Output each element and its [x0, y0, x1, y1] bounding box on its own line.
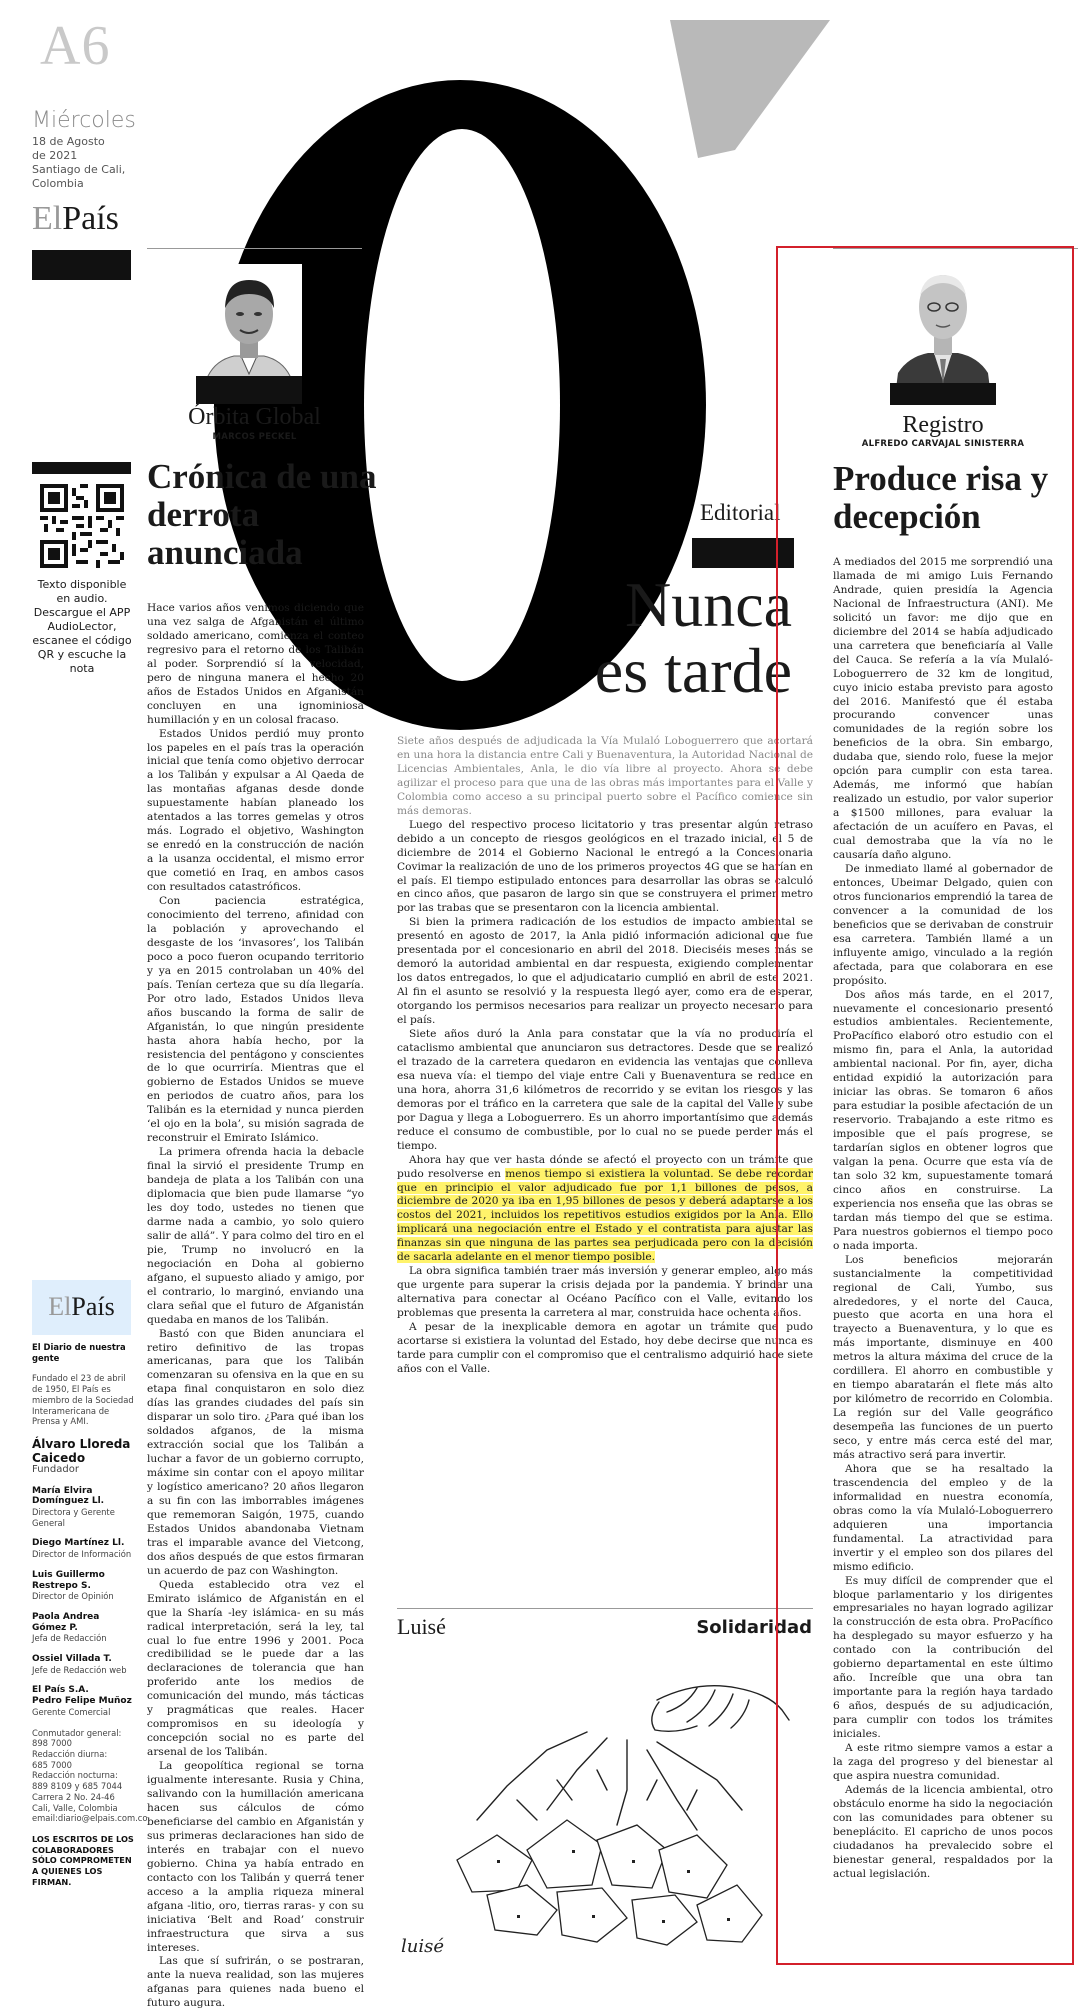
small-logo-el: El [48, 1292, 72, 1321]
contact-line: 898 7000 [32, 1738, 72, 1749]
logo-el: El [32, 200, 63, 237]
paragraph: Los beneficios mejorarán sustancialmente la competitividad regional de Cali, Yumbo, sus alrededores, y el norte del Cauca, puesto que acorta en una hora el trayecto a Buenaventura, y lo que es más importante, disminuye en 400 metros la altura máxima del cruce de la cordillera. El ahorro en combustible y en tiempo abaratarán el flete más alto por kilómetro de recorrido en Colombia. La región sur del Valle geográfico desempeña las funciones de un puerto seco, y entre más cerca esté del mar, más atractivo será para invertir. [833, 1253, 1053, 1461]
qr-bar [32, 462, 131, 474]
contact-line: Conmutador general: [32, 1727, 122, 1738]
staff-name: Paola Andrea Gómez P. [32, 1611, 100, 1633]
weekday: Miércoles [32, 108, 136, 133]
staff-name: Ossiel Villada T. [32, 1654, 112, 1665]
staff-role: Jefe de Redacción web [32, 1664, 127, 1675]
article-body [147, 602, 364, 2011]
paragraph-text: Ahora hay que ver hasta dónde se afectó el proyecto con un trámite que pudo resolverse en [397, 1153, 813, 1180]
staff-role: Directora y Gerente General [32, 1507, 115, 1528]
logo-pais: País [62, 200, 119, 237]
cartoon-rule [397, 1608, 813, 1609]
manager-name: Pedro Felipe Muñoz [32, 1696, 132, 1707]
author-photo [196, 264, 302, 404]
staff-role: Director de Información [32, 1549, 132, 1560]
paragraph: La obra significa también traer más inversión y generar empleo, algo más que urgente para superar la crisis dejada por la pandemia. Y brindar una alternativa para conectar al Océano Pacífico con el Valle, evitando los problemas que presenta la carretera al mar, construida hace ochenta años. [397, 1265, 813, 1320]
paragraph [397, 1154, 813, 1266]
black-bar [32, 250, 131, 280]
paragraph: A pesar de la inexplicable demora en agotar un trámite que pudo acortarse si existiera la voluntad del Estado, hoy debe decirse que nunca es tarde para cumplir con el compromiso que el centralismo adquirió hace siete años con el Valle. [397, 1321, 813, 1375]
black-bar [692, 538, 794, 568]
paragraph: Hace varios años venimos diciendo que una vez salga de Afganistán el último soldado americano, comienza el conteo regresivo para el retorno de los Talibán al poder. Sorprendió sí la velocidad, pero de ninguna manera el hecho 20 años de Estados Unidos en Afganistán concluyen en una ignominiosa humillación y en un colosal fracaso. [147, 602, 364, 726]
contact-line: 889 8109 y 685 7044 [32, 1781, 123, 1792]
staff-name: María Elvira Domínguez Ll. [32, 1485, 105, 1507]
paragraph: Dos años más tarde, en el 2017, nuevamente el concesionario presentó estudios ambientales. Recientemente, ProPacífico elaboró otro estudio con el mismo fin, para el Anla, la autoridad ambiental nacional. Por fin, ayer, dicha entidad expidió la autorización para iniciar las obras. Se tomaron 6 años para estudiar la posible afectación de un reservorio. Trabajando a este ritmo es imposible que el país progrese, se tardarían siglos en obtener logros que valgan la pena. Ocurre que esta vía de tan solo 32 km, supuestamente tomará cinco años en construirse. La experiencia nos enseña que las obras se tardan más tiempo del que se estima. Para nuestros gobiernos el tiempo poco o nada importa. [833, 988, 1053, 1252]
paragraph: La primera ofrenda hacia la debacle final la sirvió el presidente Trump en bandeja de plata a los Talibán con una diplomacia que bien pude llamarse “yo les doy todo, ustedes no tienen que darme nada a cambio, yo solo quiero salir de allá”. Y para colmo del tiro en el pie, Trump no involucró en la negociación en Doha al gobierno afgano, el supuesto aliado y amigo, por el contrario, lo marginó, enviando una clara señal que el futuro de Afganistán quedaba en manos de los Talibán. [147, 1146, 365, 1326]
contact-line: Redacción nocturna: [32, 1770, 118, 1781]
staff-name: Diego Martínez Ll. [32, 1538, 125, 1549]
paragraph: Siete años duró la Anla para constatar que la vía no produciría el cataclismo ambiental que anunciaron sus detractores. Desde que se realizó el trazado de la carretera quedaron en evidencia las ventajas que conlleva esa nueva vía: el tiempo del viaje entre Cali y Buenaventura se reduce en una hora, ahorra 31,6 kilómetros de recorrido y se evitan los riesgos y las demoras por el tráfico en la carretera que sale de la capital del Valle y sube por Dagua y llega a Loboguerrero. Es un ahorro importantísimo que además reduce el consumo de combustible, por lo cual no se puede perder más el tiempo. [397, 1028, 813, 1152]
paragraph: Además de la licencia ambiental, otro obstáculo enorme ha sido la negociación con las comunidades para obtener su beneplácito. El capricho de unos pocos ciudadanos ha prevalecido sobre el bienestar general, respaldados por la actual legislación. [833, 1783, 1053, 1880]
article-body [833, 556, 1053, 1882]
column-rule [833, 248, 1078, 249]
paragraph: Es muy difícil de comprender que el bloque parlamentario y los dirigentes empresariales no hayan logrado agilizar la construcción de esta obra. ProPacífico ha desplegado su mayor esfuerzo y ha contado con la contribución del gobierno departamental en este último año. Increíble que una obra tan importante para la región haya tardado 6 años, después de su adjudicación, para cumplir con todos los trámites iniciales. [833, 1574, 1053, 1741]
masthead-founded: Fundado el 23 de abril de 1950, El País es miembro de la Sociedad Interamericana de Prensa y AMI. [32, 1373, 134, 1427]
author-photo [890, 255, 996, 405]
manager-role: Gerente Comercial [32, 1706, 111, 1717]
paragraph: Siete años después de adjudicada la Vía Mulaló Loboguerrero que acortará en una hora la distancia entre Cali y Buenaventura, la Autoridad Nacional de Licencias Ambientales, Anla, le dio vía libre al proyecto. Ahora se debe agilizar el proceso para que una de las obras más importantes para el Valle y Colombia como acceso a su principal puerto sobre el Pacífico comience sin más demoras. [397, 735, 813, 817]
paragraph: Con paciencia estratégica, conocimiento del terreno, afinidad con la población y aprovechando el desgaste de los ‘invasores’, los Talibán poco a poco fueron ocupando territorio y ya en 2015 controlaban un 40% del país. Tenían certeza que su día llegaría. Por otro lado, Estados Unidos lleva años buscando la forma de salir de Afganistán, lo que ningún presidente hasta ahora había hecho, por la resistencia del pentágono y conscientes de lo que ocurriría. Mientras que el gobierno de Estados Unidos se mueve en periodos de cuatro años, para los Talibán es la eternidad y nunca pierden ‘el ojo en la bola’, su misión sagrada de reconstruir el Emirato Islámico. [147, 895, 364, 1145]
founder-name: Álvaro Lloreda Caicedo [32, 1436, 131, 1465]
paragraph: Si bien la primera radicación de los estudios de impacto ambiental se presentó en agosto de 2017, la Anla pidió información adicional que fue presentada por el concesionario en abril del 2018. Dieciséis meses más se demoró la autoridad ambiental en dar respuesta, exigiendo complementar los datos entregados, lo que el adjudicatario cumplió en abril de este 2021. Al fin el asunto se resolvió y la respuesta llegó ayer, como era de esperar, otorgando los permisos necesarios para realizar un proyecto necesario para el país. [397, 916, 813, 1027]
paragraph: A mediados del 2015 me sorprendió una llamada de mi amigo Luis Fernando Andrade, quien presidía la Agencia Nacional de Infraestructura (ANI). Me solicitó un favor: me dijo que en diciembre del 2014 se había adjudicado una carretera que beneficiaría al Valle del Cauca. Se refería a la vía Mulaló-Loboguerrero de 32 km de longitud, cuyo inicio estaba previsto para agosto del 2016. Manifestó que él estaba procurando convencer unas comunidades de la región sobre los beneficios de la obra. Sin embargo, dudaba que, siendo rolo, fuese la mejor opción para cumplir con esta tarea. Además, me informó que habían realizado un estudio, por valor superior a $1500 millones, para evaluar la afectación de un acuífero en Pavas, el cual demostraba que la vía no le causaría daño alguno. [833, 556, 1053, 862]
column-rule [147, 248, 362, 249]
paragraph: A este ritmo siempre vamos a estar a la zaga del progreso y del bienestar al que aspira nuestra comunidad. [833, 1742, 1053, 1782]
paragraph: Luego del respectivo proceso licitatorio y tras presentar algún retraso debido a un concepto de riesgos geológicos en el trazado inicial, el 5 de diciembre de 2014 el Gobierno Nacional le entregó a la Concesionaria Covimar la realización de uno de los primeros proyectos 4G que se harían en el país. El tiempo estipulado entonces para desarrollar las obras se calculó en cinco años, que pasaron de largo sin que se construyera el primer metro por las trabas que se presentaron con la licencia ambiental. [397, 818, 813, 915]
dateline [32, 135, 142, 191]
contact-line: Cali, Valle, Colombia [32, 1802, 118, 1813]
country: Colombia [32, 177, 84, 190]
date-line1: 18 de Agosto [32, 135, 105, 148]
article-headline[interactable]: Produce risa y decepción [833, 459, 1049, 536]
highlighted-text: menos tiempo si existiera la voluntad. Se debe recordar que en principio el valor adjudicado fue por 1,1 billones de pesos, a diciembre de 2020 ya iba en 1,95 billones de pesos y deberá adaptarse a los costos del 2021, incluidos los repetitivos estudios exigidos por la Anla. Ello implicará una negociación entre el Estado y el contratista para ajustar las finanzas sin que ninguna de las partes sea perjudicada pero con la decisión de sacarla adelante en el menor tiempo posible. [397, 1167, 813, 1264]
date-line2: de 2021 [32, 149, 78, 162]
small-logo-pais: País [71, 1292, 115, 1321]
founder-role: Fundador [32, 1463, 79, 1475]
paragraph: Bastó con que Biden anunciara el retiro definitivo de las tropas americanas, para que los Talibán comenzaran su ofensiva en la que en su etapa final conquistaron en solo diez días las grandes ciudades del país sin disparar un solo tiro. ¿Para qué iban los soldados afganos, de la misma extracción social que los Talibán a luchar a favor de un gobierno corrupto, máxime sin contar con el apoyo militar y logístico americano? 20 años llegaron a su fin con las imborrables imágenes que rememoran Saigón, 1975, cuando Estados Unidos abandonaba Vietnam tras el imparable avance del Vietcong, dos años después de que estos firmaran un acuerdo de paz con Washington. [147, 1327, 364, 1577]
company-name: El País S.A. [32, 1685, 89, 1696]
masthead-tagline: El Diario de nuestra gente [32, 1342, 126, 1363]
staff-role: Jefa de Redacción [32, 1633, 107, 1644]
paragraph: Estados Unidos perdió muy pronto los papeles en el país tras la operación inicial que tenía como objetivo derrocar a los Talibán y expulsar a Al Qaeda de las montañas afganas desde donde supuestamente habían planeado los atentados a las torres gemelas y otros más. Logrado el objetivo, Washington se enredó en la construcción de nación a la usanza occidental, el mismo error que cometió en Iraq, en ambos casos con resultados catastróficos. [147, 727, 364, 894]
editorial-headline[interactable] [520, 569, 792, 706]
contact-email-link[interactable]: email:diario@elpais.com.co [32, 1813, 148, 1824]
cartoon-illustration [397, 1660, 813, 1960]
disclaimer: LOS ESCRITOS DE LOS COLABORADORES SÓLO COMPROMETEN A QUIENES LOS FIRMAN. [32, 1833, 134, 1887]
column-section-title: Registro [902, 412, 984, 438]
small-newspaper-logo[interactable] [32, 1292, 131, 1322]
headline-line: es tarde [594, 635, 792, 706]
paragraph: Ahora que se ha resaltado la trascendencia del empleo y de la informalidad en nuestra economía, obras como la vía Mulaló-Loboguerrero adquieren una importancia fundamental. La atractividad para invertir y el empleo son dos pilares del mismo edificio. [833, 1462, 1053, 1573]
cartoon-signature: luisé [401, 1936, 444, 1957]
cartoonist-name: Luisé [397, 1614, 446, 1639]
contact-line: 685 7000 [32, 1759, 72, 1770]
contact-line: Redacción diurna: [32, 1748, 108, 1759]
column-author: ALFREDO CARVAJAL SINISTERRA [861, 439, 1025, 449]
qr-code-icon[interactable] [40, 484, 124, 568]
paragraph: Queda establecido otra vez el Emirato islámico de Afganistán en el que la Sharía -ley islámica- en su más radical interpretación, será la ley, tal cual lo fue entre 1996 y 2001. Poca credibilidad se le puede dar a las declaraciones de tolerancia que han proferido ante los medios de comunicación del mundo, más tácticas y pragmáticas que reales. Hacer compromisos en su ideología y concepción social no es parte del arsenal de los Talibán. [147, 1578, 364, 1759]
masthead [32, 1342, 148, 1887]
article-headline[interactable]: Crónica de una derrota anunciada [147, 457, 377, 572]
city: Santiago de Cali, [32, 163, 126, 176]
qr-caption: Texto disponible en audio. Descargue el APP AudioLector, escanee el código QR y escuche la nota [32, 578, 132, 675]
contact-line: Carrera 2 No. 24-46 [32, 1791, 115, 1802]
paragraph: Las que sí sufrirán, o se postraran, ante la nueva realidad, son las mujeres afganas para quienes nada bueno el futuro augura. [147, 1955, 364, 2010]
newspaper-logo[interactable] [32, 200, 119, 238]
editorial-body [397, 735, 813, 1377]
column-author: MARCOS PECKEL [212, 432, 297, 442]
page-number: A6 [40, 15, 111, 77]
staff-role: Director de Opinión [32, 1591, 114, 1602]
headline-line: Nunca [624, 569, 792, 640]
staff-name: Luis Guillermo Restrepo S. [32, 1569, 105, 1591]
column-section-title: Órbita Global [188, 404, 321, 430]
paragraph: La geopolítica regional se torna igualmente interesante. Rusia y China, salivando con la humillación americana hacen sus cálculos de cómo beneficiarse del cambio en Afganistán y sus primeras declaraciones han sido de interés en trabajar con el nuevo gobierno. China ya había entrado en contacto con los Talibán y querrá tener acceso a la amplia riqueza mineral afgana -litio, oro, tierras raras- y con su iniciativa ‘Belt and Road’ construir infraestructura que sirva a sus intereses. [147, 1760, 364, 1954]
editorial-section-title: Editorial [700, 500, 781, 525]
paragraph: De inmediato llamé al gobernador de entonces, Ubeimar Delgado, quien con otros funcionarios emprendió la tarea de convencer a la comunidad de los beneficios que se derivaban de construir esa carretera. También llamé a un influyente amigo, vinculado a la región afectada, para que colaborara en ese propósito. [833, 862, 1053, 987]
cartoon-title: Solidaridad [696, 1617, 812, 1638]
